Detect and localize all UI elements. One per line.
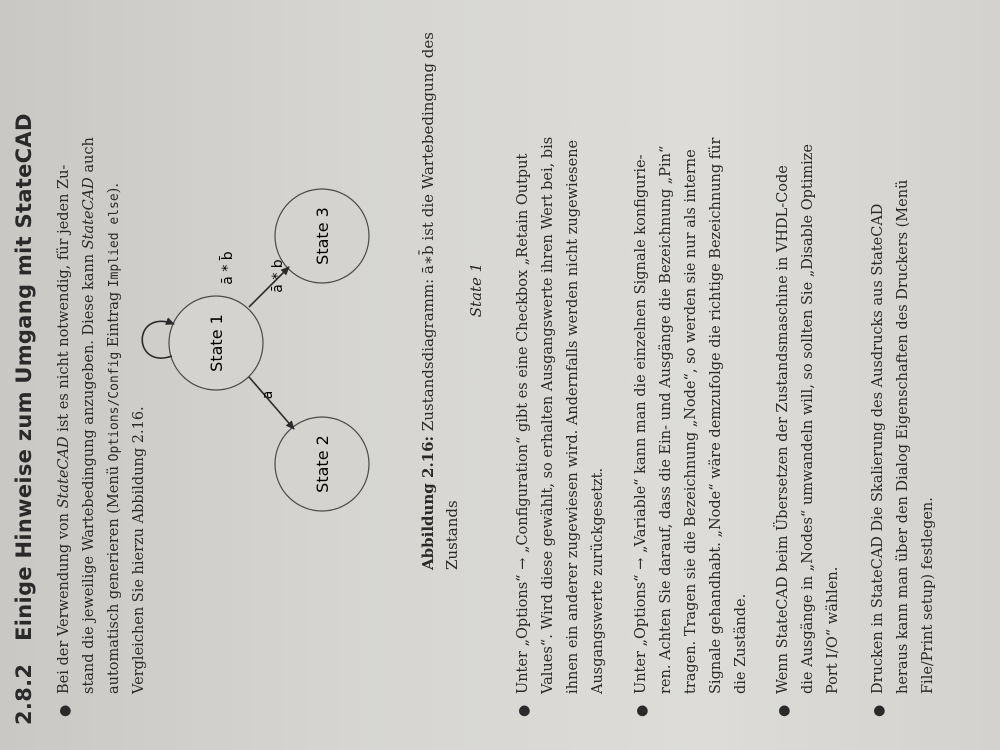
caption-text: Zustandsdiagramm: ā∗b̄ ist die Wartebedingung des Zustands bbox=[419, 32, 461, 570]
bullet-line: tragen. Tragen sie die Bezeichnung „Node“, so werden sie nur als interne bbox=[683, 149, 699, 694]
bullet-line: Signale gehandhabt. „Node“ wäre demzufolge die richtige Bezeichnung für bbox=[708, 137, 724, 694]
bullet-line: Values“. Wird diese gewählt, so erhalten Ausgangswerte ihren Wert bei, bis bbox=[540, 136, 556, 694]
intro-line: Bei der Verwendung von StateCAD ist es nicht notwendig, für jeden Zu- bbox=[56, 164, 72, 694]
state-3-label: State 3 bbox=[313, 207, 332, 265]
bullet-line: heraus kann man über den Dialog Eigenschaften des Druckers (Menü bbox=[895, 179, 911, 694]
intro-line: automatisch generieren (Menü Options/Config Eintrag Implied else). bbox=[106, 183, 122, 694]
state-1-label: State 1 bbox=[207, 314, 226, 372]
bullet-line: Wenn StateCAD beim Übersetzen der Zustandsmaschine in VHDL-Code bbox=[775, 165, 791, 694]
intro-line: stand die jeweilige Wartebedingung anzugeben. Diese kann StateCAD auch bbox=[81, 137, 97, 694]
bullet-line: ren. Achten Sie darauf, dass die Ein- und Ausgänge die Bezeichnung „Pin“ bbox=[658, 145, 674, 694]
bullet-line: Ausgangswerte zurückgesetzt. bbox=[590, 467, 606, 694]
bullet-line: Port I/O“ wählen. bbox=[825, 566, 841, 694]
section-number: 2.8.2 bbox=[12, 663, 36, 725]
bullet-line: Drucken in StateCAD Die Skalierung des Ausdrucks aus StateCAD bbox=[870, 203, 886, 694]
bullet-vhdl bbox=[771, 29, 846, 694]
bullet-line: File/Print setup) festlegen. bbox=[920, 497, 936, 694]
bullet-retain-output bbox=[511, 29, 611, 694]
bullet-line: die Zustände. bbox=[733, 593, 749, 694]
bullet-line: ihnen ein anderer zugewiesen wird. Andernfalls werden nicht zugewiesene bbox=[565, 139, 581, 694]
caption-line2: State 1 bbox=[467, 262, 485, 318]
figure-caption bbox=[416, 10, 488, 570]
bullet-marker: ● bbox=[634, 704, 650, 717]
section-title: Einige Hinweise zum Umgang mit StateCAD bbox=[12, 113, 36, 641]
bullet-line: Unter „Options“ → „Configuration“ gibt es eine Checkbox „Retain Output bbox=[515, 153, 531, 694]
bullet-marker: ● bbox=[871, 704, 887, 717]
bullet-line: Unter „Options“ → „Variable“ kann man die einzelnen Signale konfigurie- bbox=[633, 154, 649, 694]
arrow-a bbox=[249, 377, 294, 429]
bullet-printing bbox=[866, 29, 941, 694]
transition-label-a: a bbox=[260, 390, 276, 400]
bullet-line: die Ausgänge in „Nodes“ umwandeln will, so sollten Sie „Disable Optimize bbox=[800, 144, 816, 694]
state-2-label: State 2 bbox=[313, 435, 332, 493]
intro-line: Vergleichen Sie hierzu Abbildung 2.16. bbox=[131, 406, 147, 694]
intro-bullet-marker: ● bbox=[57, 704, 73, 717]
bullet-marker: ● bbox=[776, 704, 792, 717]
bullet-marker: ● bbox=[516, 704, 532, 717]
transition-label-nab: ā * b bbox=[270, 259, 286, 293]
caption-label: Abbildung 2.16: bbox=[419, 435, 437, 570]
bullet-variable bbox=[629, 29, 754, 694]
self-loop-label: ā * b̄ bbox=[220, 251, 236, 285]
